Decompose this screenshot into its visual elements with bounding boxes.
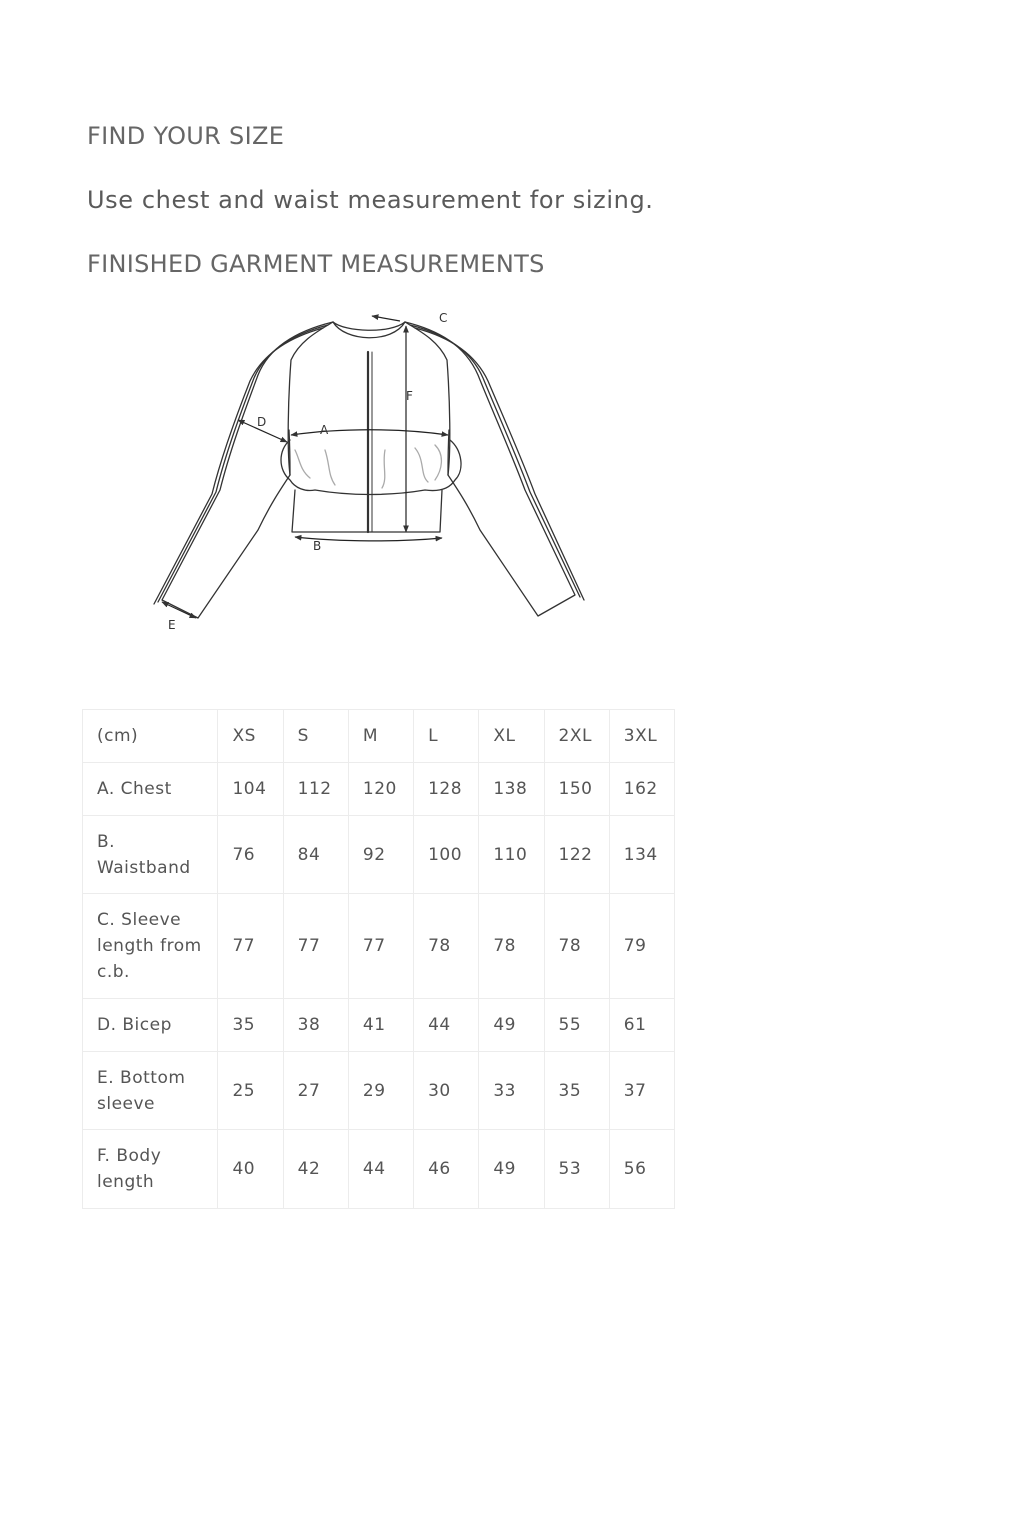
diagram-label-a: A (320, 423, 329, 437)
table-cell: 84 (283, 816, 348, 894)
table-cell: 150 (544, 763, 609, 816)
table-cell: 120 (348, 763, 413, 816)
table-cell: 44 (348, 1130, 413, 1209)
table-cell: 37 (609, 1052, 674, 1130)
size-header-xl: XL (479, 710, 544, 763)
row-label: D. Bicep (83, 999, 218, 1052)
left-sleeve-outline (162, 322, 333, 618)
table-cell: 78 (479, 894, 544, 999)
diagram-label-e: E (168, 618, 176, 632)
table-cell: 78 (414, 894, 479, 999)
size-header-2xl: 2XL (544, 710, 609, 763)
row-label: C. Sleeve length from c.b. (83, 894, 218, 999)
row-label: A. Chest (83, 763, 218, 816)
diagram-label-f: F (406, 389, 413, 403)
table-cell: 40 (218, 1130, 283, 1209)
table-cell: 53 (544, 1130, 609, 1209)
table-cell: 61 (609, 999, 674, 1052)
table-cell: 42 (283, 1130, 348, 1209)
table-cell: 77 (283, 894, 348, 999)
finished-measurements-heading: FINISHED GARMENT MEASUREMENTS (87, 250, 545, 278)
table-cell: 77 (218, 894, 283, 999)
table-cell: 25 (218, 1052, 283, 1130)
table-cell: 29 (348, 1052, 413, 1130)
row-label: F. Body length (83, 1130, 218, 1209)
measure-c-line (372, 316, 400, 321)
blouson-outline (281, 440, 461, 495)
table-cell: 30 (414, 1052, 479, 1130)
table-cell: 104 (218, 763, 283, 816)
table-cell: 41 (348, 999, 413, 1052)
size-chart-table (82, 709, 675, 1209)
diagram-label-b: B (313, 539, 322, 553)
table-cell: 46 (414, 1130, 479, 1209)
table-row (83, 999, 675, 1052)
row-label: B. Waistband (83, 816, 218, 894)
table-cell: 79 (609, 894, 674, 999)
table-row (83, 763, 675, 816)
measure-e-line (162, 602, 196, 618)
row-label: E. Bottom sleeve (83, 1052, 218, 1130)
table-cell: 122 (544, 816, 609, 894)
table-cell: 49 (479, 1130, 544, 1209)
diagram-label-d: D (257, 415, 267, 429)
size-header-l: L (414, 710, 479, 763)
table-row (83, 894, 675, 999)
diagram-label-c: C (439, 311, 448, 325)
table-cell: 112 (283, 763, 348, 816)
right-sleeve-outline (405, 322, 575, 616)
table-cell: 162 (609, 763, 674, 816)
find-your-size-heading: FIND YOUR SIZE (87, 122, 285, 150)
table-cell: 56 (609, 1130, 674, 1209)
table-cell: 27 (283, 1052, 348, 1130)
table-cell: 78 (544, 894, 609, 999)
table-cell: 128 (414, 763, 479, 816)
table-cell: 38 (283, 999, 348, 1052)
table-cell: 77 (348, 894, 413, 999)
right-sleeve-stripe (410, 325, 580, 597)
table-cell: 55 (544, 999, 609, 1052)
table-cell: 35 (544, 1052, 609, 1130)
table-row (83, 1130, 675, 1209)
table-row (83, 816, 675, 894)
size-header-xs: XS (218, 710, 283, 763)
table-cell: 35 (218, 999, 283, 1052)
table-cell: 110 (479, 816, 544, 894)
table-cell: 33 (479, 1052, 544, 1130)
measure-a-line (291, 430, 448, 435)
jacket-measurement-diagram (150, 300, 590, 640)
neckline (333, 322, 405, 330)
size-header-3xl: 3XL (609, 710, 674, 763)
table-cell: 76 (218, 816, 283, 894)
size-header-s: S (283, 710, 348, 763)
table-cell: 138 (479, 763, 544, 816)
table-row (83, 1052, 675, 1130)
unit-header: (cm) (83, 710, 218, 763)
sizing-instruction: Use chest and waist measurement for sizing. (87, 186, 654, 214)
table-cell: 92 (348, 816, 413, 894)
size-header-m: M (348, 710, 413, 763)
table-cell: 134 (609, 816, 674, 894)
table-header-row (83, 710, 675, 763)
table-cell: 100 (414, 816, 479, 894)
table-cell: 49 (479, 999, 544, 1052)
table-cell: 44 (414, 999, 479, 1052)
